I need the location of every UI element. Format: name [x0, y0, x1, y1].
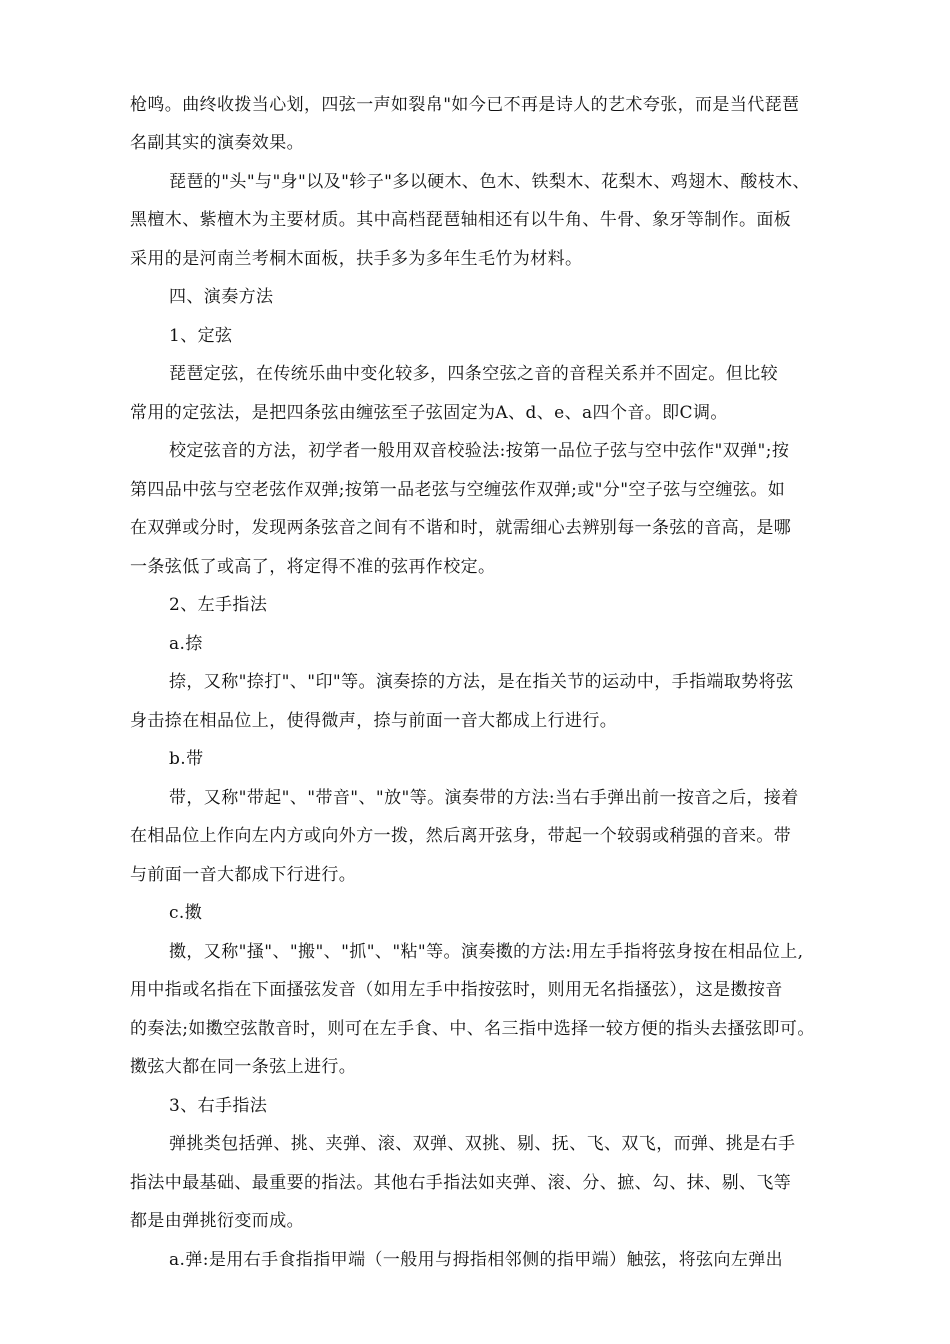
text-line: 常用的定弦法，是把四条弦由缠弦至子弦固定为A、d、e、a四个音。即C调。 [130, 403, 728, 423]
text-line: 擞弦大都在同一条弦上进行。 [130, 1057, 357, 1077]
text-line: 采用的是河南兰考桐木面板，扶手多为多年生毛竹为材料。 [130, 249, 583, 269]
text-line: 弹挑类包括弹、挑、夹弹、滚、双弹、双挑、剔、抚、飞、双飞，而弹、挑是右手 [169, 1134, 796, 1154]
subsection-heading: 1、定弦 [169, 326, 233, 346]
text-line: 琵琶定弦，在传统乐曲中变化较多，四条空弦之音的音程关系并不固定。但比较 [169, 364, 778, 384]
text-line: 在双弹或分时，发现两条弦音之间有不谐和时，就需细心去辨别每一条弦的音高，是哪 [130, 518, 792, 538]
text-line: 擞，又称"搔"、"搬"、"抓"、"粘"等。演奏擞的方法:用左手指将弦身按在相品位上, [169, 942, 804, 962]
text-line: 用中指或名指在下面搔弦发音（如用左手中指按弦时，则用无名指搔弦），这是擞按音 [130, 980, 783, 1000]
text-line: 枪鸣。曲终收拨当心划，四弦一声如裂帛"如今已不再是诗人的艺术夸张，而是当代琵琶 [130, 95, 800, 115]
text-line: 琵琶的"头"与"身"以及"轸子"多以硬木、色木、铁梨木、花梨木、鸡翅木、酸枝木、 [169, 172, 810, 192]
item-heading: b.带 [169, 749, 204, 769]
text-line: 带，又称"带起"、"带音"、"放"等。演奏带的方法:当右手弹出前一按音之后，接着 [169, 788, 799, 808]
item-heading: c.擞 [169, 903, 203, 923]
text-line: 身击捺在相品位上，使得微声，捺与前面一音大都成上行进行。 [130, 711, 618, 731]
text-line: 名副其实的演奏效果。 [130, 133, 304, 153]
text-line: 在相品位上作向左内方或向外方一拨，然后离开弦身，带起一个较弱或稍强的音来。带 [130, 826, 792, 846]
text-line: 都是由弹挑衍变而成。 [130, 1211, 304, 1231]
text-line: 校定弦音的方法，初学者一般用双音校验法:按第一品位子弦与空中弦作"双弹";按 [169, 441, 790, 461]
text-line: 捺，又称"捺打"、"印"等。演奏捺的方法，是在指关节的运动中，手指端取势将弦 [169, 672, 794, 692]
text-line: 指法中最基础、最重要的指法。其他右手指法如夹弹、滚、分、摭、勾、抹、剔、飞等 [130, 1173, 792, 1193]
text-line: 黑檀木、紫檀木为主要材质。其中高档琵琶轴相还有以牛角、牛骨、象牙等制作。面板 [130, 210, 792, 230]
text-line: 第四品中弦与空老弦作双弹;按第一品老弦与空缠弦作双弹;或"分"空子弦与空缠弦。如 [130, 480, 786, 500]
text-line: a.弹:是用右手食指指甲端（一般用与拇指相邻侧的指甲端）触弦，将弦向左弹出 [169, 1250, 784, 1270]
text-line: 与前面一音大都成下行进行。 [130, 865, 357, 885]
subsection-heading: 2、左手指法 [169, 595, 268, 615]
text-line: 的奏法;如擞空弦散音时，则可在左手食、中、名三指中选择一较方便的指头去搔弦即可。 [130, 1019, 815, 1039]
subsection-heading: 3、右手指法 [169, 1096, 268, 1116]
text-line: 一条弦低了或高了，将定得不准的弦再作校定。 [130, 557, 496, 577]
item-heading: a.捺 [169, 634, 203, 654]
section-heading: 四、演奏方法 [169, 287, 274, 307]
